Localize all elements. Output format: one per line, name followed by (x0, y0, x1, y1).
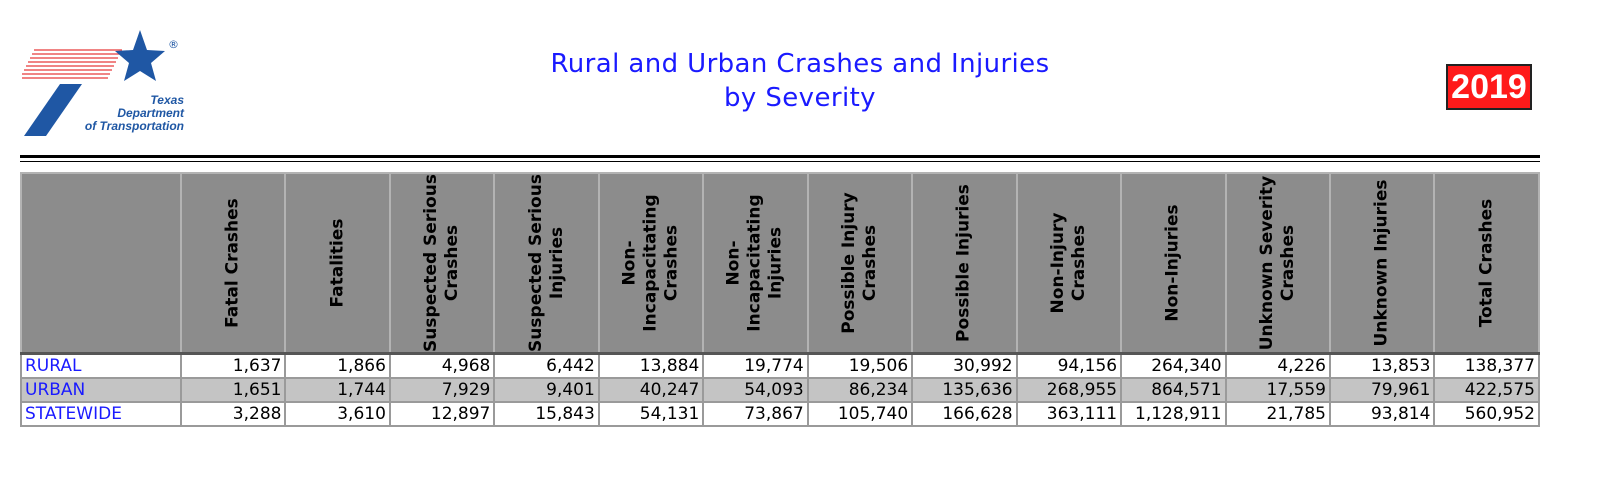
logo-line: Department (117, 106, 184, 120)
title-line-2: by Severity (724, 83, 876, 113)
table-cell: 1,128,911 (1121, 402, 1225, 426)
table-cell: 15,843 (494, 402, 598, 426)
table-cell: 9,401 (494, 378, 598, 402)
column-header-label: Non-Incapacitating Injuries (723, 194, 786, 332)
table-cell: 93,814 (1330, 402, 1434, 426)
column-header (703, 173, 807, 354)
logo-line: Texas (150, 93, 184, 107)
logo-text (84, 94, 184, 133)
column-header-label: Non-Incapacitating Crashes (619, 194, 682, 332)
column-header (599, 173, 703, 354)
column-header-label: Non-Injury Crashes (1047, 212, 1089, 314)
table-row-urban (21, 378, 1539, 402)
table-cell: 19,774 (703, 354, 807, 379)
table-cell: 6,442 (494, 354, 598, 379)
column-header-label: Possible Injuries (953, 184, 974, 342)
column-header (912, 173, 1016, 354)
table-cell: 86,234 (808, 378, 912, 402)
column-header (1434, 173, 1539, 354)
column-header-label: Total Crashes (1476, 198, 1497, 328)
column-header (1226, 173, 1330, 354)
header-divider (20, 155, 1540, 158)
table-cell: 12,897 (390, 402, 494, 426)
table-cell: 17,559 (1226, 378, 1330, 402)
table-cell: 13,853 (1330, 354, 1434, 379)
table-cell: 40,247 (599, 378, 703, 402)
table-row-rural (21, 354, 1539, 379)
table-cell: 79,961 (1330, 378, 1434, 402)
crash-severity-table (20, 172, 1540, 427)
row-label: RURAL (21, 354, 181, 379)
table-cell: 363,111 (1017, 402, 1121, 426)
table-cell: 94,156 (1017, 354, 1121, 379)
corner-header-cell (21, 173, 181, 354)
column-header-label: Non-Injuries (1162, 204, 1183, 322)
txdot-logo (22, 26, 187, 141)
table-cell: 105,740 (808, 402, 912, 426)
column-header (390, 173, 494, 354)
table-cell: 560,952 (1434, 402, 1539, 426)
registered-mark: ® (168, 38, 179, 51)
table-cell: 1,637 (181, 354, 285, 379)
column-header-label: Unknown Injuries (1371, 179, 1392, 347)
table-cell: 21,785 (1226, 402, 1330, 426)
column-header (494, 173, 598, 354)
row-label: STATEWIDE (21, 402, 181, 426)
column-header (1017, 173, 1121, 354)
table-cell: 1,744 (285, 378, 389, 402)
column-header (808, 173, 912, 354)
table-cell: 4,968 (390, 354, 494, 379)
row-label: URBAN (21, 378, 181, 402)
table-cell: 54,131 (599, 402, 703, 426)
table-cell: 7,929 (390, 378, 494, 402)
year-badge: 2019 (1446, 64, 1532, 110)
table-cell: 138,377 (1434, 354, 1539, 379)
table-cell: 13,884 (599, 354, 703, 379)
table-cell: 264,340 (1121, 354, 1225, 379)
table-cell: 1,651 (181, 378, 285, 402)
title-line-1: Rural and Urban Crashes and Injuries (550, 49, 1050, 79)
column-header-label: Suspected Serious Injuries (525, 174, 567, 352)
table-cell: 422,575 (1434, 378, 1539, 402)
column-header (1330, 173, 1434, 354)
column-header-label: Unknown Severity Crashes (1256, 175, 1298, 351)
logo-line: of Transportation (84, 119, 184, 133)
table-cell: 19,506 (808, 354, 912, 379)
column-header-label: Suspected Serious Crashes (421, 174, 463, 352)
column-header (1121, 173, 1225, 354)
table-cell: 864,571 (1121, 378, 1225, 402)
column-header-label: Fatal Crashes (222, 198, 243, 328)
table-cell: 268,955 (1017, 378, 1121, 402)
table-header-row (21, 173, 1539, 354)
column-header-label: Possible Injury Crashes (838, 192, 880, 334)
table-cell: 1,866 (285, 354, 389, 379)
table-cell: 3,610 (285, 402, 389, 426)
table-row-statewide (21, 402, 1539, 426)
table-cell: 4,226 (1226, 354, 1330, 379)
table-cell: 135,636 (912, 378, 1016, 402)
column-header-label: Fatalities (327, 218, 348, 308)
table-cell: 73,867 (703, 402, 807, 426)
table-cell: 54,093 (703, 378, 807, 402)
table-cell: 30,992 (912, 354, 1016, 379)
header-divider-thin (20, 161, 1540, 162)
table-cell: 3,288 (181, 402, 285, 426)
page-title (400, 47, 1200, 115)
column-header (285, 173, 389, 354)
column-header (181, 173, 285, 354)
table-cell: 166,628 (912, 402, 1016, 426)
